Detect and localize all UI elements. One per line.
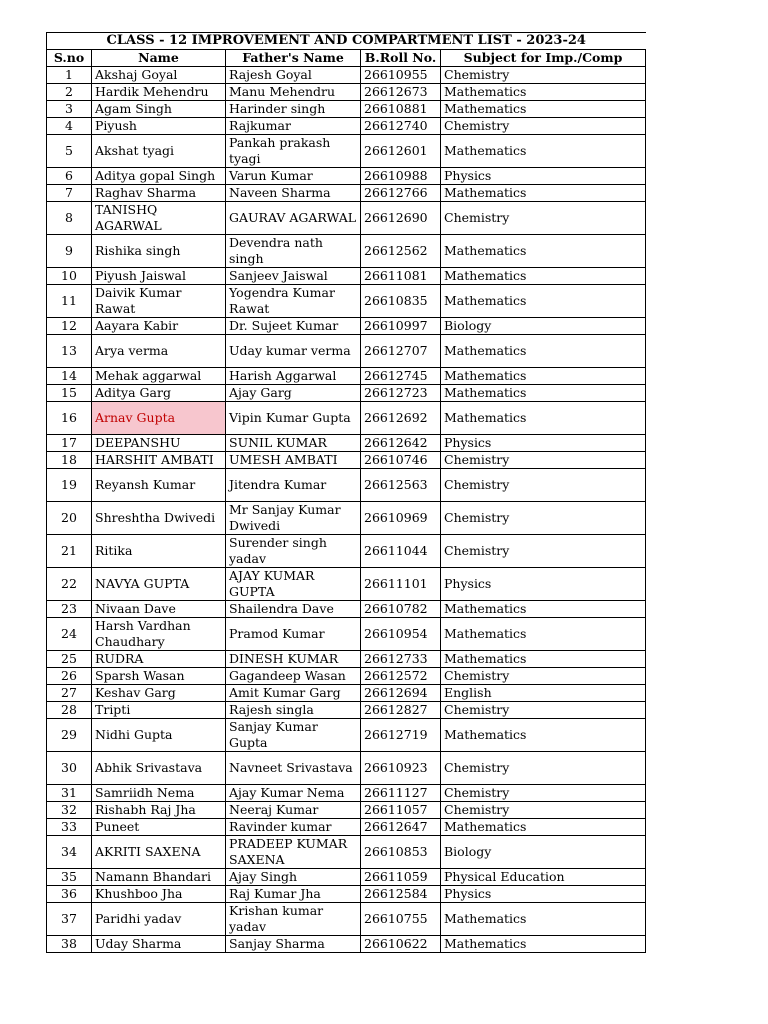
- document-title: CLASS - 12 IMPROVEMENT AND COMPARTMENT LIST - 2023-24: [47, 33, 646, 50]
- title-row: [47, 33, 646, 50]
- cell-subject: Mathematics: [441, 402, 646, 435]
- cell-sno: 31: [47, 785, 92, 802]
- table-row: [47, 668, 646, 685]
- table-row: [47, 802, 646, 819]
- cell-roll-no: 26612673: [361, 84, 441, 101]
- cell-subject: Mathematics: [441, 903, 646, 936]
- cell-subject: Physical Education: [441, 869, 646, 886]
- table-row: [47, 118, 646, 135]
- cell-roll-no: 26611057: [361, 802, 441, 819]
- cell-name: TANISHQ AGARWAL: [92, 202, 226, 235]
- table-row: [47, 185, 646, 202]
- cell-sno: 35: [47, 869, 92, 886]
- cell-father-name: Vipin Kumar Gupta: [226, 402, 361, 435]
- cell-name: Raghav Sharma: [92, 185, 226, 202]
- cell-name: Keshav Garg: [92, 685, 226, 702]
- cell-father-name: Ajay Singh: [226, 869, 361, 886]
- header-subject: Subject for Imp./Comp: [441, 50, 646, 67]
- table-row: [47, 886, 646, 903]
- table-row: [47, 651, 646, 668]
- cell-father-name: Sanjeev Jaiswal: [226, 268, 361, 285]
- cell-subject: English: [441, 685, 646, 702]
- cell-sno: 23: [47, 601, 92, 618]
- cell-father-name: PRADEEP KUMAR SAXENA: [226, 836, 361, 869]
- cell-name: Akshaj Goyal: [92, 67, 226, 84]
- cell-subject: Biology: [441, 836, 646, 869]
- table-row: [47, 601, 646, 618]
- cell-father-name: Naveen Sharma: [226, 185, 361, 202]
- cell-father-name: Harish Aggarwal: [226, 368, 361, 385]
- cell-sno: 11: [47, 285, 92, 318]
- cell-subject: Mathematics: [441, 135, 646, 168]
- cell-name: Agam Singh: [92, 101, 226, 118]
- cell-roll-no: 26610755: [361, 903, 441, 936]
- table-row: [47, 101, 646, 118]
- cell-father-name: Gagandeep Wasan: [226, 668, 361, 685]
- cell-roll-no: 26612642: [361, 435, 441, 452]
- cell-roll-no: 26612562: [361, 235, 441, 268]
- cell-subject: Mathematics: [441, 618, 646, 651]
- cell-roll-no: 26612719: [361, 719, 441, 752]
- cell-roll-no: 26612584: [361, 886, 441, 903]
- cell-subject: Chemistry: [441, 118, 646, 135]
- cell-roll-no: 26610881: [361, 101, 441, 118]
- cell-name: AKRITI SAXENA: [92, 836, 226, 869]
- table-row: [47, 318, 646, 335]
- cell-father-name: Yogendra Kumar Rawat: [226, 285, 361, 318]
- cell-sno: 17: [47, 435, 92, 452]
- cell-sno: 34: [47, 836, 92, 869]
- table-row: [47, 785, 646, 802]
- cell-sno: 6: [47, 168, 92, 185]
- cell-subject: Mathematics: [441, 819, 646, 836]
- cell-name: NAVYA GUPTA: [92, 568, 226, 601]
- table-row: [47, 836, 646, 869]
- cell-name: RUDRA: [92, 651, 226, 668]
- cell-sno: 37: [47, 903, 92, 936]
- cell-father-name: Varun Kumar: [226, 168, 361, 185]
- cell-father-name: Pramod Kumar: [226, 618, 361, 651]
- cell-roll-no: 26612745: [361, 368, 441, 385]
- table-row: [47, 618, 646, 651]
- cell-name: Khushboo Jha: [92, 886, 226, 903]
- table-row: [47, 402, 646, 435]
- cell-sno: 20: [47, 502, 92, 535]
- cell-father-name: AJAY KUMAR GUPTA: [226, 568, 361, 601]
- student-list-table: [46, 32, 646, 953]
- cell-roll-no: 26612647: [361, 819, 441, 836]
- cell-name: Shreshtha Dwivedi: [92, 502, 226, 535]
- cell-subject: Physics: [441, 435, 646, 452]
- cell-name: Mehak aggarwal: [92, 368, 226, 385]
- cell-sno: 7: [47, 185, 92, 202]
- cell-father-name: Neeraj Kumar: [226, 802, 361, 819]
- header-sno: S.no: [47, 50, 92, 67]
- cell-sno: 15: [47, 385, 92, 402]
- cell-roll-no: 26610782: [361, 601, 441, 618]
- cell-name: Abhik Srivastava: [92, 752, 226, 785]
- table-row: [47, 67, 646, 84]
- cell-subject: Mathematics: [441, 268, 646, 285]
- cell-name: Piyush: [92, 118, 226, 135]
- cell-sno: 10: [47, 268, 92, 285]
- cell-subject: Chemistry: [441, 702, 646, 719]
- cell-sno: 27: [47, 685, 92, 702]
- cell-roll-no: 26612563: [361, 469, 441, 502]
- cell-sno: 14: [47, 368, 92, 385]
- table-row: [47, 869, 646, 886]
- cell-subject: Mathematics: [441, 185, 646, 202]
- cell-roll-no: 26611127: [361, 785, 441, 802]
- cell-father-name: Raj Kumar Jha: [226, 886, 361, 903]
- cell-name: Ritika: [92, 535, 226, 568]
- cell-roll-no: 26611081: [361, 268, 441, 285]
- cell-subject: Mathematics: [441, 651, 646, 668]
- cell-name: Hardik Mehendru: [92, 84, 226, 101]
- cell-father-name: SUNIL KUMAR: [226, 435, 361, 452]
- cell-roll-no: 26610969: [361, 502, 441, 535]
- cell-name: Nivaan Dave: [92, 601, 226, 618]
- cell-sno: 30: [47, 752, 92, 785]
- cell-sno: 18: [47, 452, 92, 469]
- cell-subject: Chemistry: [441, 452, 646, 469]
- cell-roll-no: 26610955: [361, 67, 441, 84]
- cell-father-name: Navneet Srivastava: [226, 752, 361, 785]
- table-row: [47, 368, 646, 385]
- cell-sno: 12: [47, 318, 92, 335]
- table-row: [47, 335, 646, 368]
- table-row: [47, 719, 646, 752]
- cell-father-name: Pankah prakash tyagi: [226, 135, 361, 168]
- cell-name: Namann Bhandari: [92, 869, 226, 886]
- cell-father-name: Rajesh singla: [226, 702, 361, 719]
- cell-name: Piyush Jaiswal: [92, 268, 226, 285]
- cell-sno: 22: [47, 568, 92, 601]
- cell-sno: 25: [47, 651, 92, 668]
- cell-name: DEEPANSHU: [92, 435, 226, 452]
- cell-subject: Chemistry: [441, 802, 646, 819]
- cell-subject: Mathematics: [441, 335, 646, 368]
- cell-subject: Biology: [441, 318, 646, 335]
- cell-roll-no: 26611059: [361, 869, 441, 886]
- cell-roll-no: 26612601: [361, 135, 441, 168]
- header-row: [47, 50, 646, 67]
- cell-name: Arnav Gupta: [92, 402, 226, 435]
- cell-father-name: Krishan kumar yadav: [226, 903, 361, 936]
- cell-subject: Chemistry: [441, 202, 646, 235]
- cell-sno: 32: [47, 802, 92, 819]
- cell-father-name: Amit Kumar Garg: [226, 685, 361, 702]
- cell-father-name: Mr Sanjay Kumar Dwivedi: [226, 502, 361, 535]
- cell-father-name: UMESH AMBATI: [226, 452, 361, 469]
- cell-sno: 2: [47, 84, 92, 101]
- cell-sno: 3: [47, 101, 92, 118]
- table-row: [47, 385, 646, 402]
- cell-name: Sparsh Wasan: [92, 668, 226, 685]
- table-row: [47, 819, 646, 836]
- cell-subject: Physics: [441, 886, 646, 903]
- table-row: [47, 84, 646, 101]
- header-roll-no: B.Roll No.: [361, 50, 441, 67]
- cell-sno: 38: [47, 936, 92, 953]
- cell-father-name: Sanjay Sharma: [226, 936, 361, 953]
- cell-roll-no: 26610853: [361, 836, 441, 869]
- cell-sno: 24: [47, 618, 92, 651]
- table-row: [47, 568, 646, 601]
- cell-name: Akshat tyagi: [92, 135, 226, 168]
- cell-father-name: Manu Mehendru: [226, 84, 361, 101]
- cell-subject: Chemistry: [441, 67, 646, 84]
- cell-subject: Chemistry: [441, 502, 646, 535]
- cell-father-name: Shailendra Dave: [226, 601, 361, 618]
- cell-name: Rishabh Raj Jha: [92, 802, 226, 819]
- cell-sno: 19: [47, 469, 92, 502]
- header-name: Name: [92, 50, 226, 67]
- table-row: [47, 903, 646, 936]
- cell-roll-no: 26612827: [361, 702, 441, 719]
- table-body: [47, 67, 646, 953]
- cell-sno: 1: [47, 67, 92, 84]
- cell-name: HARSHIT AMBATI: [92, 452, 226, 469]
- cell-name: Harsh Vardhan Chaudhary: [92, 618, 226, 651]
- cell-subject: Mathematics: [441, 285, 646, 318]
- cell-subject: Mathematics: [441, 385, 646, 402]
- cell-sno: 13: [47, 335, 92, 368]
- cell-subject: Mathematics: [441, 235, 646, 268]
- cell-roll-no: 26612694: [361, 685, 441, 702]
- table-row: [47, 752, 646, 785]
- cell-subject: Mathematics: [441, 368, 646, 385]
- cell-sno: 4: [47, 118, 92, 135]
- cell-subject: Mathematics: [441, 719, 646, 752]
- cell-subject: Physics: [441, 568, 646, 601]
- table-row: [47, 535, 646, 568]
- cell-father-name: Surender singh yadav: [226, 535, 361, 568]
- table-row: [47, 685, 646, 702]
- table-row: [47, 285, 646, 318]
- document-sheet: [46, 32, 646, 953]
- cell-roll-no: 26612766: [361, 185, 441, 202]
- cell-sno: 5: [47, 135, 92, 168]
- cell-roll-no: 26610622: [361, 936, 441, 953]
- cell-name: Aditya Garg: [92, 385, 226, 402]
- cell-name: Aditya gopal Singh: [92, 168, 226, 185]
- cell-subject: Physics: [441, 168, 646, 185]
- cell-roll-no: 26612572: [361, 668, 441, 685]
- cell-subject: Chemistry: [441, 752, 646, 785]
- cell-name: Arya verma: [92, 335, 226, 368]
- cell-father-name: Harinder singh: [226, 101, 361, 118]
- cell-father-name: DINESH KUMAR: [226, 651, 361, 668]
- cell-roll-no: 26610746: [361, 452, 441, 469]
- cell-sno: 16: [47, 402, 92, 435]
- cell-roll-no: 26610997: [361, 318, 441, 335]
- cell-name: Samriidh Nema: [92, 785, 226, 802]
- cell-roll-no: 26611101: [361, 568, 441, 601]
- cell-roll-no: 26610835: [361, 285, 441, 318]
- table-row: [47, 435, 646, 452]
- cell-sno: 9: [47, 235, 92, 268]
- cell-father-name: Rajesh Goyal: [226, 67, 361, 84]
- table-row: [47, 469, 646, 502]
- table-row: [47, 502, 646, 535]
- cell-name: Reyansh Kumar: [92, 469, 226, 502]
- cell-roll-no: 26612733: [361, 651, 441, 668]
- table-row: [47, 168, 646, 185]
- cell-sno: 21: [47, 535, 92, 568]
- cell-roll-no: 26610988: [361, 168, 441, 185]
- cell-roll-no: 26612723: [361, 385, 441, 402]
- cell-roll-no: 26612740: [361, 118, 441, 135]
- cell-name: Daivik Kumar Rawat: [92, 285, 226, 318]
- cell-name: Tripti: [92, 702, 226, 719]
- table-row: [47, 268, 646, 285]
- cell-subject: Mathematics: [441, 101, 646, 118]
- table-row: [47, 936, 646, 953]
- cell-subject: Chemistry: [441, 469, 646, 502]
- cell-subject: Chemistry: [441, 785, 646, 802]
- cell-father-name: Ajay Kumar Nema: [226, 785, 361, 802]
- table-row: [47, 702, 646, 719]
- cell-name: Paridhi yadav: [92, 903, 226, 936]
- cell-father-name: Rajkumar: [226, 118, 361, 135]
- cell-sno: 26: [47, 668, 92, 685]
- cell-name: Rishika singh: [92, 235, 226, 268]
- cell-roll-no: 26610923: [361, 752, 441, 785]
- cell-father-name: Uday kumar verma: [226, 335, 361, 368]
- cell-roll-no: 26612707: [361, 335, 441, 368]
- cell-roll-no: 26610954: [361, 618, 441, 651]
- cell-father-name: Ajay Garg: [226, 385, 361, 402]
- cell-sno: 36: [47, 886, 92, 903]
- cell-name: Uday Sharma: [92, 936, 226, 953]
- cell-subject: Chemistry: [441, 535, 646, 568]
- cell-name: Puneet: [92, 819, 226, 836]
- cell-subject: Mathematics: [441, 936, 646, 953]
- cell-father-name: Dr. Sujeet Kumar: [226, 318, 361, 335]
- cell-father-name: GAURAV AGARWAL: [226, 202, 361, 235]
- cell-name: Nidhi Gupta: [92, 719, 226, 752]
- table-row: [47, 135, 646, 168]
- cell-father-name: Ravinder kumar: [226, 819, 361, 836]
- table-row: [47, 235, 646, 268]
- cell-father-name: Jitendra Kumar: [226, 469, 361, 502]
- cell-roll-no: 26612690: [361, 202, 441, 235]
- cell-name: Aayara Kabir: [92, 318, 226, 335]
- cell-sno: 33: [47, 819, 92, 836]
- cell-sno: 29: [47, 719, 92, 752]
- table-row: [47, 202, 646, 235]
- cell-subject: Mathematics: [441, 84, 646, 101]
- cell-roll-no: 26611044: [361, 535, 441, 568]
- cell-father-name: Sanjay Kumar Gupta: [226, 719, 361, 752]
- cell-father-name: Devendra nath singh: [226, 235, 361, 268]
- cell-subject: Mathematics: [441, 601, 646, 618]
- header-father-name: Father's Name: [226, 50, 361, 67]
- cell-subject: Chemistry: [441, 668, 646, 685]
- cell-sno: 8: [47, 202, 92, 235]
- cell-roll-no: 26612692: [361, 402, 441, 435]
- table-row: [47, 452, 646, 469]
- cell-sno: 28: [47, 702, 92, 719]
